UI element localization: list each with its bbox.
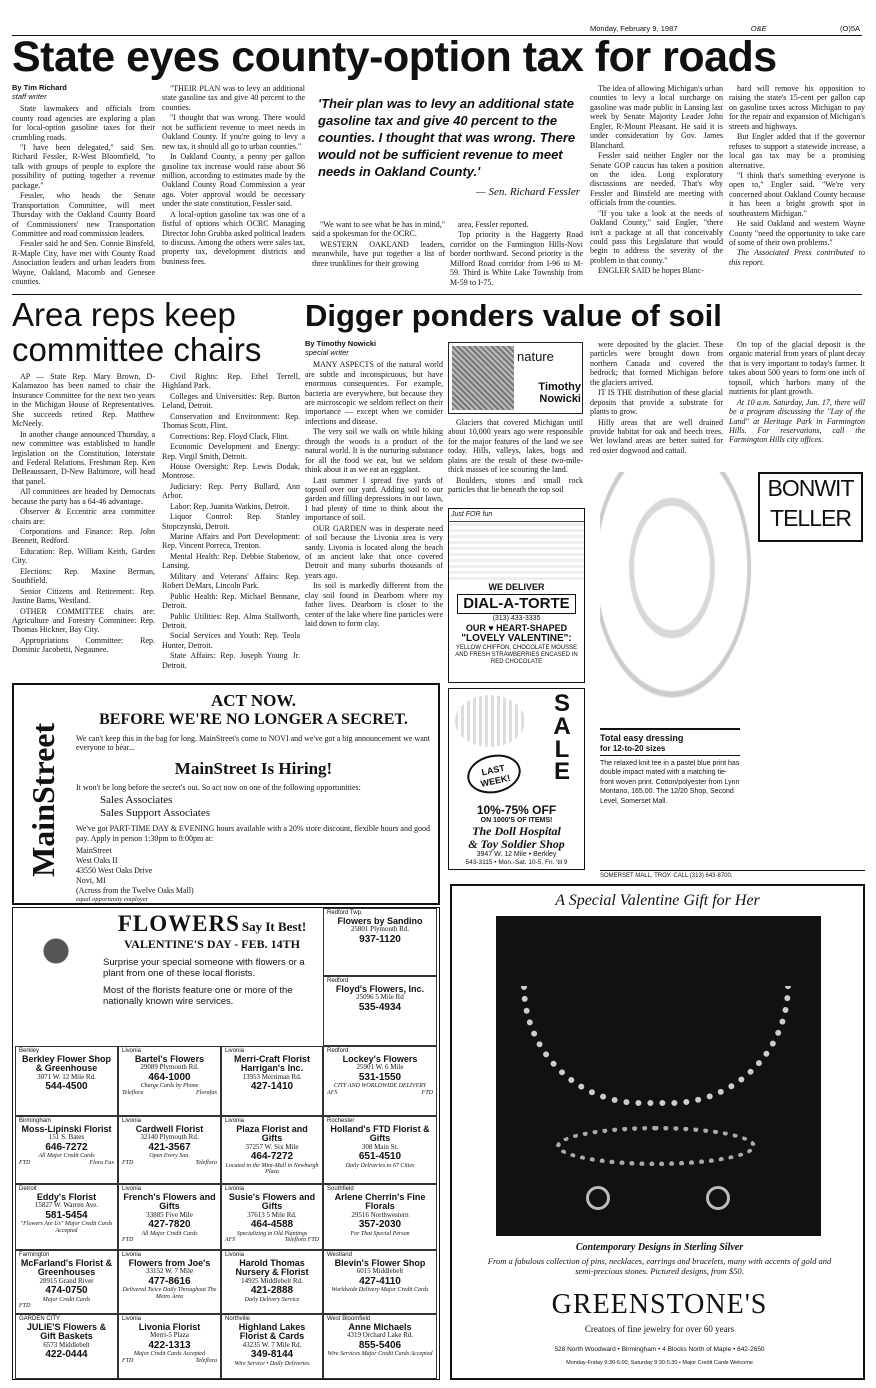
- greenstones-ad: [450, 884, 865, 1380]
- bonwit-body: The relaxed knit tee in a pastel blue print has double impact mated with a matching tie-front woven print. Cotton/polyester from Lynn Montano, 165.00. The 12/20 Shop, Second Level, Somerset Mall.: [600, 760, 740, 805]
- paragraph: Military and Veterans' Affairs: Rep. Robert DeMars, Lincoln Park.: [162, 571, 300, 591]
- paragraph: A local-option gasoline tax was one of a fistful of options which OCRC Managing Director John Grubba asked political leaders to discuss. Among the others were sales tax, property tax, development districts and business fees.: [162, 209, 305, 266]
- florist-address: 308 Main St.: [361, 1142, 399, 1151]
- paragraph: "If you take a look at the needs of Oakland County," said Engler, "there isn't a package at all that conceivably could pass this Legislature that would begin to address the severity of the problem in that county.": [590, 208, 723, 265]
- column-tag: nature: [517, 349, 554, 364]
- florist-city: Redford Twp.: [327, 910, 363, 916]
- paragraph: Fessler said neither Engler nor the Senate GOP caucus has taken a position on the idea. Long exploratory discussions are needed. That's why Fessler and Binsfeld are meeting with officials from the counties.: [590, 151, 723, 208]
- florist-city: Livonia: [225, 1048, 245, 1054]
- florist-note: Delivered Twice Daily Throughout The Metro Area: [122, 1287, 217, 1300]
- masthead-date: Monday, February 9, 1987: [590, 24, 678, 33]
- bonwit-brand2: TELLER: [770, 504, 851, 531]
- paragraph: He said Oakland and western Wayne County "need the opportunity to take care of some of their own problems.": [729, 219, 865, 247]
- florist-note: CITY AND WORLDWIDE DELIVERY: [333, 1083, 427, 1090]
- florist-note: Specializing in Old Plantings: [236, 1230, 308, 1237]
- flowers-body1: Surprise your special someone with flowers or a plant from one of these local florists.: [103, 957, 305, 980]
- mainstreet-hiring: MainStreet Is Hiring!: [174, 758, 333, 778]
- florist-city: Livonia: [122, 1048, 142, 1054]
- soil-byline-name: By Timothy Nowicki: [305, 339, 377, 348]
- florist-listing: [323, 1184, 437, 1250]
- paragraph: State lawmakers and officials from county road agencies are exploring a plan for local-option gasoline taxes for their crumbling roads.: [12, 104, 155, 142]
- soil-byline: [305, 340, 443, 357]
- florist-name: French's Flowers and Gifts: [123, 1191, 216, 1212]
- florist-listing: [323, 1250, 437, 1314]
- florist-wire-left: FTD: [19, 1303, 31, 1310]
- necklace: [521, 986, 791, 1106]
- florist-listing: [118, 1184, 221, 1250]
- flowers-body2: Most of the florists feature one or more of the nationally known wire services.: [103, 984, 293, 1007]
- florist-phone: 427-7820: [148, 1219, 191, 1231]
- florist-note: For That Special Person: [350, 1230, 410, 1237]
- florist-address: 25901 W. 6 Mile: [356, 1063, 404, 1072]
- earring: [586, 1186, 610, 1210]
- florist-note: All Major Credit Cards: [38, 1153, 95, 1160]
- florist-name: Eddy's Florist: [36, 1191, 97, 1202]
- flowers-title-row: [103, 910, 321, 937]
- author-photo: [452, 346, 514, 410]
- paragraph: MANY ASPECTS of the natural world are subtle and inconspicuous, but have enormous consequences. For example, bacteria are everywhere, but because they are microscopic we seldom reflect on their importance — except when we consider infections and disease.: [305, 360, 443, 426]
- florist-wire-left: FTD: [122, 1357, 134, 1364]
- florist-address: 13953 Merriman Rd.: [242, 1072, 302, 1081]
- greenstones-address: 528 North Woodward • Birmingham • 4 Blocks North of Maple • 642-2650: [554, 1346, 765, 1353]
- paragraph: Education: Rep. William Keith, Garden City.: [12, 546, 155, 566]
- florist-listing: [221, 1184, 323, 1250]
- florist-name: Harold Thomas Nursery & Florist: [235, 1257, 309, 1278]
- greenstones-caption1: Contemporary Designs in Sterling Silver: [575, 1242, 744, 1253]
- florist-wire-right: Teleflora FTD: [284, 1237, 319, 1244]
- doll-address: 3947 W. 12 Mile • Berkley: [476, 850, 557, 858]
- paragraph: Senior Citizens and Retirement: Rep. Justine Barns, Westland.: [12, 586, 155, 606]
- mainstreet-address: Novi, MI: [76, 876, 106, 886]
- florist-wire-left: Teleflora: [122, 1089, 144, 1096]
- florist-wire-right: Florafax: [196, 1089, 217, 1096]
- florist-listing: [15, 1116, 118, 1184]
- soil-col3: [590, 340, 723, 456]
- florist-name: Livonia Florist: [138, 1321, 201, 1332]
- florist-phone: 477-8616: [148, 1275, 191, 1287]
- soil-col4: [729, 340, 865, 446]
- florist-name: Moss-Lipinski Florist: [21, 1123, 112, 1134]
- florist-name: Lockey's Flowers: [342, 1053, 418, 1064]
- florist-note: All Major Credit Cards: [141, 1230, 198, 1237]
- paragraph: hard will remove his opposition to raising the state's 15-cent per gallon cap on gasoline taxes across Michigan to pay for the repair and expansion of Michigan's streets and highways.: [729, 84, 865, 131]
- paragraph: Mental Health: Rep. Debbie Stabenow, Lansing.: [162, 551, 300, 571]
- paragraph: OUR GARDEN was in desperate need of soil because the Livonia area is very sandy. Livonia is located along the beach of an ancient lake that once covered Detroit and many suburbs thousands of years ago.: [305, 523, 443, 580]
- florist-city: Berkley: [19, 1048, 40, 1054]
- paragraph: "THEIR PLAN was to levy an additional state gasoline tax and give 40 percent to the counties.: [162, 84, 305, 112]
- diala-line3: YELLOW CHIFFON, CHOCOLATE MOUSSE AND FRESH STRAWBERRIES ENCASED IN RED CHOCOLATE: [455, 645, 578, 666]
- florist-wire-right: Teleflora: [195, 1159, 217, 1166]
- florist-phone: 646-7272: [45, 1141, 88, 1153]
- florist-city: Detroit: [19, 1186, 37, 1192]
- greenstones-caption2: From a fabulous collection of pins, necklaces, earrings and bracelets, many with accents of gold and semi-precious stones. Pictured designs, from $50.: [487, 1256, 832, 1277]
- florist-phone: 464-4588: [250, 1219, 294, 1231]
- florist-wire-right: Teleflora: [195, 1357, 217, 1364]
- florist-note: "Flowers Are Us" Major Credit Cards Accepted: [20, 1221, 113, 1234]
- florist-address: 32140 Plymouth Rd.: [140, 1133, 199, 1142]
- florist-phone: 581-5454: [45, 1209, 88, 1221]
- florist-name: Floyd's Flowers, Inc.: [335, 983, 425, 994]
- paragraph: IT IS THE distribution of these glacial deposits that provide a substrate for plants to grow.: [590, 388, 723, 417]
- florist-listing: [221, 1046, 323, 1116]
- diala-brand: DIAL-A-TORTE: [457, 594, 576, 614]
- bonwit-copy: [600, 728, 740, 806]
- paragraph: ENGLER SAID he hopes Blanc-: [598, 266, 704, 276]
- lead-headline: State eyes county-option tax for roads: [12, 33, 777, 81]
- soil-col2: [448, 418, 583, 496]
- paragraph: "I think that's something everyone is open to," Engler said. "We're very concerned about Oakland County because it has been a bright growth spot in southeastern Michigan.": [729, 170, 865, 218]
- paragraph: Elections: Rep. Maxine Berman, Southfield.: [12, 566, 155, 586]
- florist-name: McFarland's Florist & Greenhouses: [20, 1257, 113, 1278]
- paragraph: "We want to see what he has in mind," said a spokesman for the OCRC.: [312, 220, 445, 239]
- florist-listing: [118, 1250, 221, 1314]
- paragraph: were deposited by the glacier. These particles were brought down from northern Canada and covered the bedrock; that formed Michigan before the glaciers arrived.: [590, 340, 723, 387]
- pull-quote: [318, 96, 580, 199]
- jewelry-photo: [496, 916, 821, 1236]
- doll-sale: SALE: [553, 690, 571, 786]
- florist-phone: 544-4500: [45, 1081, 88, 1093]
- florist-address: 3071 W. 12 Mile Rd.: [37, 1072, 96, 1081]
- mainstreet-eoe: equal opportunity employer: [76, 896, 149, 904]
- florist-listing: [15, 1314, 118, 1379]
- flowers-title: FLOWERS: [117, 911, 240, 936]
- florist-listing: [323, 908, 437, 976]
- paragraph: Corrections: Rep. Floyd Clack, Flint.: [170, 431, 289, 441]
- doll-name1: The Doll Hospital: [472, 824, 561, 839]
- florist-city: Livonia: [225, 1252, 245, 1258]
- mainstreet-address: West Oaks II: [76, 856, 118, 866]
- florist-phone: 651-4510: [358, 1151, 402, 1163]
- florist-city: Rochester: [327, 1118, 355, 1124]
- florist-listing: [221, 1314, 323, 1379]
- florist-address: 28915 Grand River: [39, 1276, 94, 1285]
- florist-phone: 422-0444: [45, 1349, 88, 1361]
- greenstones-title: A Special Valentine Gift for Her: [555, 892, 760, 909]
- mainstreet-address: 43550 West Oaks Drive: [76, 866, 153, 876]
- reps-headline: Area reps keep committee chairs: [12, 296, 262, 368]
- paragraph: Colleges and Universities: Rep. Burton Leland, Detroit.: [162, 391, 300, 411]
- doll-hours: 543-3115 • Mon.-Sat. 10-5, Fri. 'til 9: [465, 858, 568, 866]
- paragraph: Hilly areas that are well drained provide habitat for oak and beech trees. Wet lowland areas are better suited for red osier dogwood and cattail.: [590, 417, 723, 455]
- florist-phone: 937-1120: [359, 933, 401, 945]
- doll-hospital-ad: [448, 688, 585, 870]
- florist-phone: 464-7272: [250, 1151, 294, 1163]
- paragraph: AP — State Rep. Mary Brown, D-Kalamazoo has been named to chair the Insurance Committee for the next two years in the Michigan House of Representatives. She succeeds retired Rep. Matthew McNeely.: [12, 372, 155, 429]
- florist-name: Anne Michaels: [348, 1321, 412, 1332]
- paragraph: Judiciary: Rep. Perry Bullard, Ann Arbor.: [162, 481, 300, 501]
- florist-phone: 421-2888: [250, 1285, 294, 1297]
- soil-headline: Digger ponders value of soil: [305, 298, 722, 333]
- florist-wire-left: FTD: [122, 1159, 134, 1166]
- doll-illustration: [455, 695, 525, 747]
- florist-listing: [323, 976, 437, 1046]
- lead-byline-name: By Tim Richard: [12, 83, 67, 92]
- diala-illustration: [449, 522, 584, 580]
- florist-note: Daily Delivery Service: [244, 1296, 300, 1303]
- lead-col3: [312, 220, 445, 269]
- mainstreet-ad: [12, 683, 440, 905]
- florist-phone: 535-4934: [358, 1001, 402, 1013]
- paragraph: Public Health: Rep. Michael Bennane, Detroit.: [162, 591, 300, 611]
- florist-city: Redford: [327, 1048, 349, 1054]
- florist-note: Located in the Mini-Mall in Newburgh Plaza: [225, 1162, 319, 1176]
- florist-address: 37257 W. Six Mile: [245, 1142, 299, 1151]
- florist-wire-left: FTD: [122, 1237, 134, 1244]
- paragraph: House Oversight: Rep. Lewis Dodak, Montrose.: [162, 461, 300, 481]
- paragraph: State Affairs: Rep. Joseph Young Jr. Detroit.: [162, 651, 300, 670]
- paragraph: "I have been delegated," said Sen. Richard Fessler, R-West Bloomfield, "to talk with groups of people to explore the possibility of putting together a revenue package.": [12, 143, 155, 190]
- florist-listing: [323, 1314, 437, 1379]
- diala-top: Just FOR fun: [449, 509, 584, 522]
- bonwit-sub: for 12-to-20 sizes: [600, 744, 740, 756]
- florist-address: 6015 Middlebelt: [356, 1267, 404, 1276]
- florist-name: Cardwell Florist: [135, 1123, 204, 1134]
- bonwit-brand1: BONWIT: [767, 475, 854, 501]
- paragraph: Marine Affairs and Port Development: Rep. Vincent Porreca, Trenton.: [162, 532, 300, 551]
- diala-line1: OUR ♥ HEART-SHAPED: [465, 622, 568, 633]
- mainstreet-intro: We can't keep this in the bag for long. MainStreet's come to NOVI and we've got a big announcement we want everyone to hear...: [76, 733, 431, 753]
- reps-col2: [162, 372, 300, 671]
- bonwit-footer: SOMERSET MALL, TROY. CALL (313) 643-8700.: [600, 870, 865, 880]
- doll-pct-sub: ON 1000'S OF ITEMS!: [480, 817, 553, 825]
- florist-name: Merri-Craft Florist Harrigan's Inc.: [233, 1053, 310, 1074]
- paragraph: The idea of allowing Michigan's urban counties to levy a local surcharge on gasoline was made public in Lansing last week by Senate Majority Leader John Engler, R-Mount Pleasant. He said it is under consideration by Gov. James Blanchard.: [590, 84, 723, 150]
- florist-phone: 531-1550: [358, 1071, 402, 1083]
- greenstones-tag: Creators of fine jewelry for over 60 years: [584, 1324, 735, 1334]
- bonwit-head: Total easy dressing: [600, 733, 684, 743]
- florist-name: Bartel's Flowers: [134, 1053, 205, 1064]
- florist-note: Major Credit Cards Accepted: [134, 1351, 205, 1358]
- florist-city: West Bloomfield: [327, 1316, 371, 1322]
- paragraph: In another change announced Thursday, a new committee was established to handle legislation on the Constitution, Interstate and Federal Relations. Freshman Rep. Ken DeBeaussaert, D-New Baltimore, will head that panel.: [12, 429, 155, 486]
- pull-quote-text: 'Their plan was to levy an additional state gasoline tax and give 40 percent to the counties. I thought that was wrong. There would not be sufficient revenue to meet needs in Oakland County.': [318, 96, 576, 179]
- lead-col6: [729, 84, 865, 268]
- florist-address: 33152 W. 7 Mile: [145, 1267, 194, 1276]
- florist-note: Charge Cards by Phone: [140, 1083, 199, 1090]
- bonwit-logo: [758, 472, 863, 542]
- diala-phone: (313) 433-3335: [492, 614, 541, 622]
- paragraph: Its soil is markedly different from the clay soil found in Dearborn where my father lives. Dearborn is closer to the center of the lake where fine particles were laid down to form clay.: [305, 581, 443, 629]
- greenstones-brand: GREENSTONE'S: [551, 1289, 768, 1320]
- lead-col5: [590, 84, 723, 277]
- florist-wire-left: FTD: [19, 1159, 31, 1166]
- florist-address: 43235 W. 7 Mile Rd.: [242, 1340, 302, 1349]
- florist-note: Wire Services Major Credit Cards Accepted: [327, 1351, 433, 1358]
- paragraph: On top of the glacial deposit is the organic material from years of plant decay that is very important to today's farmer. It takes about 500 years to form one inch of topsoil, which harbors many of the nutrients for plant growth.: [729, 340, 865, 397]
- florist-address: 14925 Middlebelt Rd.: [241, 1276, 303, 1285]
- florist-address: 6573 Middlebelt: [43, 1340, 90, 1349]
- paragraph: In Oakland County, a penny per gallon gasoline tax increase would raise about $6 million, according to estimates made by the Oakland County Road Commission a year ago. Voter approval would be necessary under the state constitution, Fessler said.: [162, 152, 305, 209]
- florist-note: Daily Deliveries to 67 Cities: [345, 1162, 415, 1169]
- paragraph: Social Services and Youth: Rep. Teola Hunter, Detroit.: [162, 631, 300, 650]
- paragraph: Civil Rights: Rep. Ethel Terrell, Highland Park.: [162, 372, 300, 391]
- lead-byline: [12, 84, 155, 101]
- paragraph: Fessler, who heads the Senate Transportation Committee, will meet Thursday with the Oakland County Board of Commissioners' new Transportation Committee and road commission leaders.: [12, 191, 155, 238]
- paragraph: WESTERN OAKLAND leaders, meanwhile, have put together a list of three trunklines for their growing: [312, 239, 445, 268]
- flowers-day: VALENTINE'S DAY - FEB. 14TH: [124, 937, 300, 952]
- paragraph: The very soil we walk on while hiking through the woods is a product of the natural world. It is the nurturing substance for all the food we eat, but we seldom think about it as we eat an eggplant.: [305, 427, 443, 475]
- florist-address: 37613 5 Mile Rd.: [247, 1210, 297, 1219]
- florist-address: 151 S. Bates: [48, 1133, 85, 1142]
- dial-a-torte-ad: [448, 508, 585, 683]
- column-author: Timothy Nowicki: [538, 381, 581, 406]
- florist-city: Livonia: [122, 1252, 142, 1258]
- florist-city: Birmingham: [19, 1118, 52, 1124]
- florist-address: 4319 Orchard Lake Rd.: [346, 1331, 414, 1340]
- florist-phone: 422-1313: [148, 1339, 191, 1351]
- paragraph: Glaciers that covered Michigan until about 10,000 years ago were responsible for the major features of the land we see today. Hills, valleys, lakes, bogs and plains are the result of these two-mile-thick masses of ice scouring the land.: [448, 418, 583, 475]
- paragraph: Liquor Control: Rep. Stanley Stopczynski, Detroit.: [162, 512, 300, 531]
- pull-quote-attribution: — Sen. Richard Fessler: [475, 186, 580, 199]
- florist-name: Plaza Florist and Gifts: [236, 1123, 308, 1144]
- bracelet: [556, 1126, 756, 1166]
- florist-note: Wire Service • Daily Deliveries: [234, 1360, 310, 1367]
- florist-note: Open Every Sun.: [149, 1153, 190, 1160]
- florist-phone: 421-3567: [148, 1141, 191, 1153]
- florist-city: Livonia: [122, 1316, 142, 1322]
- mainstreet-address: (Across from the Twelve Oaks Mall): [76, 886, 194, 896]
- florist-phone: 349-8144: [250, 1349, 294, 1361]
- florist-name: Blevin's Flower Shop: [334, 1257, 426, 1268]
- mainstreet-before: BEFORE WE'RE NO LONGER A SECRET.: [99, 711, 408, 729]
- florist-listing: [221, 1116, 323, 1184]
- florist-listing: [323, 1046, 437, 1116]
- florist-name: Susie's Flowers and Gifts: [228, 1191, 316, 1212]
- florist-phone: 427-4110: [359, 1275, 401, 1287]
- florist-phone: 427-1410: [250, 1081, 294, 1093]
- florist-city: Livonia: [225, 1118, 245, 1124]
- florist-listing: [221, 1250, 323, 1314]
- lead-col1: [12, 84, 155, 288]
- paragraph: Last summer I spread five yards of topsoil over our yard. Adding soil to our garden and filling depressions in our lawn, I had plenty of time to think about the importance of soil.: [305, 475, 443, 523]
- paragraph: At 10 a.m. Saturday, Jan. 17, there will be a program discussing the "Lay of the Land" at Heritage Park in Farmington Hills. For reservations, call the Farmington Hills city offices.: [729, 397, 865, 445]
- florist-city: Livonia: [225, 1186, 245, 1192]
- paragraph: All committees are headed by Democrats because the party has a 64-46 advantage.: [12, 487, 155, 506]
- mainstreet-act: ACT NOW.: [210, 691, 297, 710]
- flowers-title-sub: Say It Best!: [241, 919, 307, 934]
- florist-city: Southfield: [327, 1186, 354, 1192]
- paragraph: But Engler added that if the governor refuses to support a statewide increase, a local gas tax may be a promising alternative.: [729, 132, 865, 170]
- paragraph: Corporations and Finance: Rep. John Bennett, Redford.: [12, 527, 155, 546]
- fashion-illustration: [600, 472, 760, 712]
- florist-listing: [323, 1116, 437, 1184]
- rose-illustration: [15, 912, 97, 1042]
- florist-listing: [15, 1046, 118, 1116]
- florist-listing: [118, 1046, 221, 1116]
- paragraph: "I thought that was wrong. There would not be sufficient revenue to meet needs in Oakland County. If you're going to levy a new tax, it should all go to urban counties.": [162, 113, 305, 151]
- bonwit-teller-ad: [590, 452, 865, 882]
- florist-listing: [118, 1116, 221, 1184]
- paragraph: Boulders, stones and small rock particles that lie beneath the top soil: [448, 475, 583, 495]
- paragraph: Public Utilities: Rep. Alma Stallworth, Detroit.: [162, 611, 300, 630]
- florist-address: 25801 Plymouth Rd.: [350, 925, 410, 934]
- mainstreet-address: MainStreet: [76, 846, 112, 856]
- section-rule: [12, 294, 862, 295]
- flowers-ad: [12, 907, 440, 1380]
- doll-pct: 10%-75% OFF: [476, 803, 557, 817]
- florist-city: Westland: [327, 1252, 352, 1258]
- paragraph: Observer & Eccentric area committee chairs are:: [12, 507, 155, 526]
- lead-col2: [162, 84, 305, 267]
- diala-line2: "LOVELY VALENTINE":: [461, 633, 572, 645]
- florist-wire-right: FTD: [421, 1089, 433, 1096]
- florist-phone: 357-2030: [358, 1219, 402, 1231]
- florist-name: Arlene Cherrin's Fine Florals: [334, 1191, 426, 1212]
- paragraph: Conservation and Environment: Rep. Thomas Scott, Flint.: [162, 411, 300, 431]
- doll-name2: & Toy Soldier Shop: [468, 837, 565, 851]
- florist-address: 29516 Northwestern: [351, 1210, 409, 1219]
- florist-city: Redford: [327, 978, 349, 984]
- florist-name: JULIE'S Flowers & Gift Baskets: [26, 1321, 107, 1342]
- paragraph: area, Fessler reported.: [458, 220, 529, 229]
- florist-listing: [118, 1314, 221, 1379]
- mainstreet-apply: We've got PART-TIME DAY & EVENING hours available with a 20% store discount, flexible hours and good pay. Apply in person 1:30pm to 8:00pm at:: [76, 824, 430, 843]
- reps-col1: [12, 372, 155, 656]
- masthead-paper: O&E: [750, 24, 767, 33]
- mainstreet-soon: It won't be long before the secret's out. So act now on one of the following opportunities:: [76, 782, 361, 792]
- lead-col4: [450, 220, 583, 288]
- florist-name: Holland's FTD Florist & Gifts: [330, 1123, 430, 1144]
- florist-listing: [15, 1250, 118, 1314]
- florist-note: Major Credit Cards: [42, 1296, 91, 1303]
- masthead-page: (O)5A: [839, 24, 860, 33]
- mainstreet-vertical: MainStreet: [25, 722, 62, 877]
- paragraph: The Associated Press contributed to this report.: [729, 248, 865, 267]
- florist-note: Worldwide Delivery Major Credit Cards: [331, 1287, 429, 1294]
- florist-address: 25096 5 Mile Rd: [356, 993, 404, 1002]
- florist-address: 15827 W. Warren Ave.: [34, 1201, 99, 1210]
- florist-phone: 855-5406: [358, 1339, 402, 1351]
- florist-name: Flowers from Joe's: [128, 1257, 211, 1268]
- florist-listing: [15, 1184, 118, 1250]
- florist-name: Highland Lakes Florist & Cards: [238, 1321, 306, 1342]
- florist-city: Northville: [225, 1316, 251, 1322]
- florist-address: 33885 Five Mile: [146, 1210, 193, 1219]
- florist-city: Livonia: [122, 1118, 142, 1124]
- soil-col1: [305, 340, 443, 630]
- florist-phone: 474-0750: [45, 1285, 88, 1297]
- florist-name: Berkley Flower Shop & Greenhouse: [21, 1053, 112, 1074]
- greenstones-hours: Monday-Friday 9:30-6:00, Saturday 9:30-5:30 • Major Credit Cards Welcome: [566, 1360, 753, 1366]
- column-sig: [448, 342, 583, 414]
- florist-city: Livonia: [122, 1186, 142, 1192]
- florist-wire-left: AFS: [225, 1237, 236, 1244]
- florist-name: Flowers by Sandino: [337, 915, 423, 926]
- florist-phone: 464-1000: [148, 1071, 191, 1083]
- florist-wire-left: AFS: [327, 1089, 338, 1096]
- florist-city: GARDEN CITY: [19, 1316, 61, 1322]
- mainstreet-job: Sales Support Associates: [100, 807, 210, 820]
- florist-address: 29089 Plymouth Rd.: [140, 1063, 199, 1072]
- paragraph: Appropriations Committee: Rep. Dominic Jacobetti, Negaunee.: [12, 635, 155, 655]
- earring: [706, 1186, 730, 1210]
- florist-city: Farmington: [19, 1252, 50, 1258]
- diala-we-deliver: WE DELIVER: [488, 582, 545, 593]
- paragraph: OTHER COMMITTEE chairs are: Agriculture and Forestry Committee: Rep. Thomas Hickner, Bay City.: [12, 606, 155, 635]
- lead-byline-role: staff writer: [12, 91, 47, 101]
- florist-address: Merri-5 Plaza: [150, 1331, 189, 1340]
- paragraph: Top priority is the Haggerty Road corridor on the Farmington Hills-Novi border northward. Second priority is the Milford Road corridor from I-96 to M-59. Third is White Lake Township from M-59 to I-75.: [450, 230, 583, 287]
- paragraph: Fessler said he and Sen. Connie Binsfeld, R-Maple City, have met with County Road Association leaders and urban leaders from Wayne, Oakland, Macomb and Genesee counties.: [12, 239, 155, 287]
- paragraph: Economic Development and Energy: Rep. Virgil Smith, Detroit.: [162, 442, 300, 461]
- florist-wire-right: Flora Fax: [89, 1159, 114, 1166]
- doll-last-week: LAST WEEK!: [464, 750, 525, 798]
- mainstreet-job: Sales Associates: [100, 794, 173, 807]
- soil-byline-role: special writer: [305, 347, 349, 357]
- paragraph: Labor: Rep. Juanita Watkins, Detroit.: [170, 501, 290, 511]
